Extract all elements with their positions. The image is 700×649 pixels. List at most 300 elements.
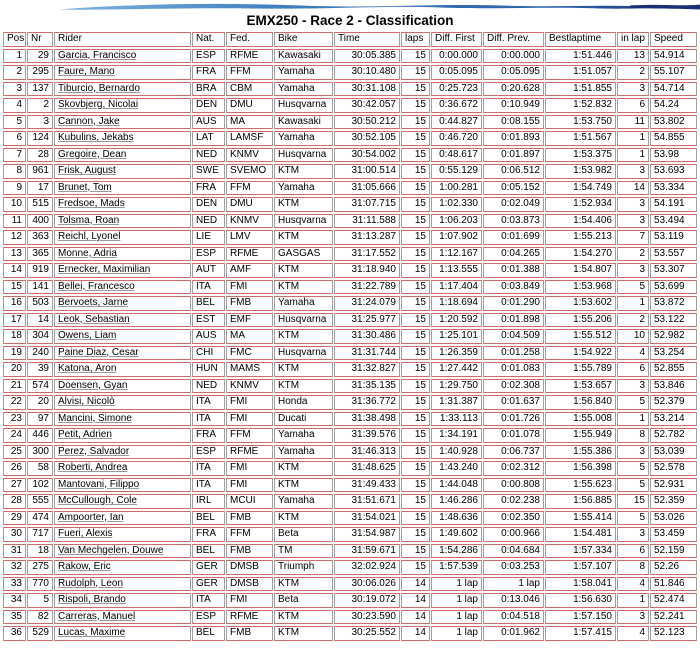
cell-speed: 53.557 — [650, 247, 697, 262]
cell-diff_first: 1:34.191 — [431, 428, 482, 443]
cell-nr: 300 — [27, 445, 53, 460]
cell-in_lap: 1 — [617, 412, 649, 427]
table-row — [3, 478, 697, 493]
rider-link[interactable]: Garcia, Francisco — [58, 49, 137, 61]
cell-fed: RFME — [226, 610, 273, 625]
cell-nat: HUN — [192, 362, 225, 377]
cell-nat: ESP — [192, 49, 225, 64]
cell-diff_prev: 0:05.152 — [483, 181, 544, 196]
cell-fed: EMF — [226, 313, 273, 328]
cell-diff_first: 1:02.330 — [431, 197, 482, 212]
cell-fed: FMB — [226, 511, 273, 526]
cell-nat: BEL — [192, 626, 225, 641]
cell-fed: FMI — [226, 461, 273, 476]
cell-time: 31:30.486 — [334, 329, 400, 344]
rider-link[interactable]: Katona, Áron — [58, 363, 117, 374]
rider-link[interactable]: Alvisi, Nicolò — [58, 396, 115, 407]
cell-laps: 15 — [401, 412, 430, 427]
cell-nr: 58 — [27, 461, 53, 476]
cell-diff_first: 1:40.928 — [431, 445, 482, 460]
table-row — [3, 296, 697, 311]
rider-link[interactable]: Bervoets, Jarne — [58, 297, 129, 308]
cell-nr: 17 — [27, 181, 53, 196]
cell-diff_first: 0:44.827 — [431, 115, 482, 130]
cell-nat: LIE — [192, 230, 225, 245]
cell-time: 30:31.108 — [334, 82, 400, 97]
cell-fed: FMI — [226, 478, 273, 493]
cell-nat: CHI — [192, 346, 225, 361]
cell-fed: DMU — [226, 197, 273, 212]
cell-nr: 29 — [27, 49, 53, 64]
cell-nat: ITA — [192, 280, 225, 295]
cell-nat: ITA — [192, 461, 225, 476]
cell-bike: KTM — [274, 511, 333, 526]
cell-speed: 52.782 — [650, 428, 697, 443]
cell-rider — [54, 626, 191, 641]
header-cell-bestlaptime: Bestlaptime — [545, 32, 616, 47]
cell-nr: 102 — [27, 478, 53, 493]
cell-time: 31:17.552 — [334, 247, 400, 262]
cell-pos: 34 — [3, 593, 26, 608]
cell-time: 31:22.789 — [334, 280, 400, 295]
cell-nat: BEL — [192, 544, 225, 559]
cell-bestlaptime: 1:55.206 — [545, 313, 616, 328]
table-row — [3, 164, 697, 179]
table-row — [3, 511, 697, 526]
rider-link[interactable]: Kubulins, Jekabs — [58, 132, 134, 143]
cell-diff_first: 1:43.240 — [431, 461, 482, 476]
cell-diff_first: 1:29.750 — [431, 379, 482, 394]
table-row — [3, 131, 697, 146]
cell-bike: KTM — [274, 164, 333, 179]
cell-nat: ITA — [192, 395, 225, 410]
cell-fed: FFM — [226, 428, 273, 443]
cell-fed: MCUI — [226, 494, 273, 509]
rider-link[interactable]: Faure, Mano — [58, 66, 115, 77]
cell-bike: Honda — [274, 395, 333, 410]
cell-rider — [54, 65, 191, 80]
cell-nat: NED — [192, 148, 225, 163]
rider-link[interactable]: Rispoli, Brando — [58, 594, 126, 605]
cell-time: 31:18.940 — [334, 263, 400, 278]
cell-bike: Ducati — [274, 412, 333, 427]
cell-bike: Husqvarna — [274, 148, 333, 163]
cell-pos: 35 — [3, 610, 26, 625]
rider-link[interactable]: Mantovani, Filippo — [58, 478, 140, 490]
rider-link[interactable]: Brunet, Tom — [58, 181, 112, 193]
rider-link[interactable]: Doensen, Gyan — [58, 379, 128, 391]
cell-laps: 15 — [401, 494, 430, 509]
cell-bike: Kawasaki — [274, 49, 333, 64]
cell-rider — [54, 527, 191, 542]
cell-nat: FRA — [192, 65, 225, 80]
cell-nr: 5 — [27, 593, 53, 608]
cell-diff_first: 1:06.203 — [431, 214, 482, 229]
cell-rider — [54, 164, 191, 179]
header-cell-time: Time — [334, 32, 400, 47]
cell-speed: 53.699 — [650, 280, 697, 295]
header-cell-pos: Pos — [3, 32, 26, 47]
cell-diff_prev: 0:00.808 — [483, 478, 544, 493]
cell-nat: FRA — [192, 428, 225, 443]
cell-bike: KTM — [274, 230, 333, 245]
header-cell-speed: Speed — [650, 32, 697, 47]
cell-rider — [54, 494, 191, 509]
cell-time: 30:52.105 — [334, 131, 400, 146]
cell-rider — [54, 346, 191, 361]
cell-fed: FMB — [226, 296, 273, 311]
header-cell-nat: Nat. — [192, 32, 225, 47]
cell-pos: 27 — [3, 478, 26, 493]
cell-pos: 22 — [3, 395, 26, 410]
rider-link[interactable]: Tolsma, Roan — [58, 214, 120, 226]
cell-in_lap: 2 — [617, 247, 649, 262]
rider-link[interactable]: Fueri, Alexis — [58, 528, 113, 539]
cell-speed: 52.578 — [650, 461, 697, 476]
cell-diff_prev: 0:04.265 — [483, 247, 544, 262]
cell-speed: 52.931 — [650, 478, 697, 493]
results-tbody — [3, 49, 697, 641]
cell-bike: Husqvarna — [274, 346, 333, 361]
cell-nr: 28 — [27, 148, 53, 163]
cell-diff_prev: 0:01.893 — [483, 131, 544, 146]
cell-bestlaptime: 1:56.885 — [545, 494, 616, 509]
cell-time: 31:00.514 — [334, 164, 400, 179]
cell-rider — [54, 362, 191, 377]
cell-fed: FMI — [226, 395, 273, 410]
rider-link[interactable]: Rudolph, Leon — [58, 577, 124, 589]
cell-diff_first: 1 lap — [431, 626, 482, 641]
cell-laps: 15 — [401, 247, 430, 262]
rider-link[interactable]: Skovbjerg, Nicolai — [58, 99, 139, 110]
cell-laps: 15 — [401, 263, 430, 278]
cell-speed: 53.494 — [650, 214, 697, 229]
cell-diff_prev: 0:02.350 — [483, 511, 544, 526]
cell-time: 30:05.385 — [334, 49, 400, 64]
cell-bestlaptime: 1:55.213 — [545, 230, 616, 245]
cell-laps: 15 — [401, 313, 430, 328]
cell-fed: KNMV — [226, 379, 273, 394]
cell-diff_prev: 0:04.509 — [483, 329, 544, 344]
table-row — [3, 412, 697, 427]
cell-pos: 33 — [3, 577, 26, 592]
rider-link[interactable]: Carreras, Manuel — [58, 610, 136, 622]
cell-speed: 54.24 — [650, 98, 697, 113]
cell-nat: LAT — [192, 131, 225, 146]
cell-speed: 53.693 — [650, 164, 697, 179]
cell-diff_first: 1 lap — [431, 610, 482, 625]
cell-fed: MA — [226, 115, 273, 130]
cell-nr: 295 — [27, 65, 53, 80]
cell-rider — [54, 593, 191, 608]
rider-link[interactable]: Roberti, Andrea — [58, 462, 128, 473]
rider-link[interactable]: Ernecker, Maximilian — [58, 264, 151, 275]
table-row — [3, 82, 697, 97]
cell-diff_first: 1 lap — [431, 577, 482, 592]
header-cell-laps: laps — [401, 32, 430, 47]
rider-link[interactable]: Lucas, Maxime — [58, 627, 126, 638]
cell-in_lap: 1 — [617, 131, 649, 146]
cell-bestlaptime: 1:58.041 — [545, 577, 616, 592]
cell-laps: 14 — [401, 610, 430, 625]
table-row — [3, 577, 697, 592]
cell-speed: 52.359 — [650, 494, 697, 509]
cell-diff_prev: 0:13.046 — [483, 593, 544, 608]
cell-fed: DMU — [226, 98, 273, 113]
cell-speed: 53.307 — [650, 263, 697, 278]
table-row — [3, 65, 697, 80]
cell-in_lap: 6 — [617, 362, 649, 377]
cell-diff_first: 1:20.592 — [431, 313, 482, 328]
cell-bestlaptime: 1:56.840 — [545, 395, 616, 410]
cell-laps: 15 — [401, 148, 430, 163]
cell-time: 31:32.827 — [334, 362, 400, 377]
cell-pos: 19 — [3, 346, 26, 361]
cell-bike: KTM — [274, 379, 333, 394]
table-row — [3, 428, 697, 443]
cell-speed: 52.123 — [650, 626, 697, 641]
cell-time: 31:36.772 — [334, 395, 400, 410]
cell-time: 30:10.480 — [334, 65, 400, 80]
cell-diff_prev: 0:01.388 — [483, 263, 544, 278]
cell-laps: 14 — [401, 626, 430, 641]
rider-link[interactable]: Frisk, August — [58, 165, 116, 176]
cell-diff_first: 1:46.286 — [431, 494, 482, 509]
table-row — [3, 610, 697, 625]
cell-bestlaptime: 1:56.398 — [545, 461, 616, 476]
cell-bike: Yamaha — [274, 494, 333, 509]
cell-pos: 17 — [3, 313, 26, 328]
cell-nat: FRA — [192, 181, 225, 196]
rider-link[interactable]: Cannon, Jake — [58, 115, 120, 127]
cell-rider — [54, 560, 191, 575]
page-title: EMX250 - Race 2 - Classification — [246, 13, 454, 28]
cell-rider — [54, 329, 191, 344]
cell-laps: 15 — [401, 280, 430, 295]
rider-link[interactable]: Reichl, Lyonel — [58, 231, 121, 242]
table-row — [3, 197, 697, 212]
cell-in_lap: 3 — [617, 527, 649, 542]
cell-fed: LMV — [226, 230, 273, 245]
cell-speed: 54.714 — [650, 82, 697, 97]
cell-laps: 15 — [401, 329, 430, 344]
cell-bestlaptime: 1:51.057 — [545, 65, 616, 80]
cell-time: 32:02.924 — [334, 560, 400, 575]
rider-link[interactable]: Leok, Sebastian — [58, 313, 130, 325]
cell-bestlaptime: 1:57.107 — [545, 560, 616, 575]
cell-pos: 21 — [3, 379, 26, 394]
cell-nr: 18 — [27, 544, 53, 559]
cell-nat: DEN — [192, 197, 225, 212]
cell-laps: 15 — [401, 445, 430, 460]
cell-bike: KTM — [274, 362, 333, 377]
cell-bike: Beta — [274, 593, 333, 608]
rider-link[interactable]: Mancini, Simone — [58, 412, 132, 424]
cell-pos: 13 — [3, 247, 26, 262]
cell-diff_prev: 0:05.095 — [483, 65, 544, 80]
cell-time: 31:35.135 — [334, 379, 400, 394]
cell-diff_first: 0:36.672 — [431, 98, 482, 113]
cell-pos: 15 — [3, 280, 26, 295]
table-row — [3, 280, 697, 295]
cell-nat: ESP — [192, 610, 225, 625]
cell-time: 31:13.287 — [334, 230, 400, 245]
cell-nr: 3 — [27, 115, 53, 130]
cell-laps: 15 — [401, 82, 430, 97]
cell-nr: 363 — [27, 230, 53, 245]
rider-link[interactable]: Gregoire, Dean — [58, 148, 127, 160]
cell-nr: 717 — [27, 527, 53, 542]
cell-diff_prev: 0:03.873 — [483, 214, 544, 229]
cell-pos: 24 — [3, 428, 26, 443]
rider-link[interactable]: Monne, Adria — [58, 247, 117, 259]
cell-diff_first: 1:07.902 — [431, 230, 482, 245]
cell-pos: 36 — [3, 626, 26, 641]
cell-diff_first: 1 lap — [431, 593, 482, 608]
table-row — [3, 230, 697, 245]
cell-pos: 20 — [3, 362, 26, 377]
cell-rider — [54, 478, 191, 493]
rider-link[interactable]: Ampoorter, Ian — [58, 511, 124, 523]
header-cell-rider: Rider — [54, 32, 191, 47]
cell-nat: BEL — [192, 296, 225, 311]
cell-rider — [54, 395, 191, 410]
cell-bestlaptime: 1:51.855 — [545, 82, 616, 97]
cell-in_lap: 2 — [617, 313, 649, 328]
cell-diff_prev: 0:01.258 — [483, 346, 544, 361]
cell-fed: CBM — [226, 82, 273, 97]
cell-speed: 53.459 — [650, 527, 697, 542]
cell-diff_first: 0:48.617 — [431, 148, 482, 163]
header-cell-diff_first: Diff. First — [431, 32, 482, 47]
table-row — [3, 247, 697, 262]
cell-laps: 15 — [401, 65, 430, 80]
cell-laps: 15 — [401, 478, 430, 493]
cell-in_lap: 3 — [617, 263, 649, 278]
cell-speed: 53.872 — [650, 296, 697, 311]
rider-link[interactable]: McCullough, Cole — [58, 495, 137, 506]
cell-nat: BEL — [192, 511, 225, 526]
cell-laps: 15 — [401, 115, 430, 130]
cell-diff_first: 1:26.359 — [431, 346, 482, 361]
cell-time: 30:25.552 — [334, 626, 400, 641]
cell-pos: 10 — [3, 197, 26, 212]
cell-laps: 15 — [401, 362, 430, 377]
cell-fed: RFME — [226, 247, 273, 262]
header-swoosh-graphic — [0, 0, 700, 12]
rider-link[interactable]: Perez, Salvador — [58, 445, 130, 457]
cell-nat: AUS — [192, 329, 225, 344]
cell-nat: FRA — [192, 527, 225, 542]
cell-in_lap: 8 — [617, 560, 649, 575]
cell-bike: TM — [274, 544, 333, 559]
cell-rider — [54, 214, 191, 229]
cell-pos: 5 — [3, 115, 26, 130]
cell-nr: 446 — [27, 428, 53, 443]
cell-bestlaptime: 1:53.750 — [545, 115, 616, 130]
table-row — [3, 362, 697, 377]
cell-time: 31:24.079 — [334, 296, 400, 311]
cell-laps: 15 — [401, 164, 430, 179]
cell-diff_first: 0:05.095 — [431, 65, 482, 80]
cell-time: 31:54.987 — [334, 527, 400, 542]
cell-speed: 55.107 — [650, 65, 697, 80]
cell-time: 30:23.590 — [334, 610, 400, 625]
cell-fed: AMF — [226, 263, 273, 278]
cell-bestlaptime: 1:54.922 — [545, 346, 616, 361]
cell-fed: DMSB — [226, 577, 273, 592]
cell-pos: 28 — [3, 494, 26, 509]
rider-link[interactable]: Paine Diaz, Cesar — [58, 346, 139, 358]
table-row — [3, 560, 697, 575]
cell-in_lap: 4 — [617, 626, 649, 641]
header-cell-nr: Nr — [27, 32, 53, 47]
cell-diff_first: 0:46.720 — [431, 131, 482, 146]
cell-diff_prev: 0:01.726 — [483, 412, 544, 427]
cell-nat: AUT — [192, 263, 225, 278]
header-cell-fed: Fed. — [226, 32, 273, 47]
cell-nr: 82 — [27, 610, 53, 625]
cell-fed: MA — [226, 329, 273, 344]
rider-link[interactable]: Petit, Adrien — [58, 429, 112, 440]
cell-laps: 15 — [401, 544, 430, 559]
cell-diff_prev: 1 lap — [483, 577, 544, 592]
cell-time: 30:19.072 — [334, 593, 400, 608]
rider-link[interactable]: Bellei, Francesco — [58, 280, 135, 292]
cell-in_lap: 5 — [617, 511, 649, 526]
cell-fed: FMI — [226, 280, 273, 295]
cell-bestlaptime: 1:52.934 — [545, 197, 616, 212]
cell-nat: AUS — [192, 115, 225, 130]
cell-diff_prev: 0:02.049 — [483, 197, 544, 212]
cell-speed: 53.334 — [650, 181, 697, 196]
cell-diff_prev: 0:10.949 — [483, 98, 544, 113]
cell-in_lap: 1 — [617, 148, 649, 163]
cell-nr: 97 — [27, 412, 53, 427]
cell-rider — [54, 379, 191, 394]
cell-time: 31:07.715 — [334, 197, 400, 212]
cell-in_lap: 5 — [617, 280, 649, 295]
cell-diff_first: 1:49.602 — [431, 527, 482, 542]
cell-rider — [54, 544, 191, 559]
rider-link[interactable]: Van Mechgelen, Douwe — [58, 544, 164, 556]
cell-nat: IRL — [192, 494, 225, 509]
table-row — [3, 593, 697, 608]
cell-time: 31:54.021 — [334, 511, 400, 526]
cell-laps: 15 — [401, 428, 430, 443]
cell-speed: 53.039 — [650, 445, 697, 460]
cell-diff_prev: 0:01.699 — [483, 230, 544, 245]
cell-bestlaptime: 1:53.657 — [545, 379, 616, 394]
cell-bestlaptime: 1:55.512 — [545, 329, 616, 344]
cell-laps: 15 — [401, 98, 430, 113]
cell-in_lap: 11 — [617, 115, 649, 130]
cell-nat: GER — [192, 577, 225, 592]
cell-fed: SVEMO — [226, 164, 273, 179]
cell-rider — [54, 148, 191, 163]
cell-in_lap: 3 — [617, 610, 649, 625]
table-row — [3, 98, 697, 113]
cell-pos: 2 — [3, 65, 26, 80]
rider-link[interactable]: Rakow, Eric — [58, 561, 111, 572]
cell-rider — [54, 511, 191, 526]
cell-rider — [54, 610, 191, 625]
cell-time: 31:05.666 — [334, 181, 400, 196]
cell-rider — [54, 98, 191, 113]
rider-link[interactable]: Fredsoe, Mads — [58, 198, 125, 209]
rider-link[interactable]: Owens, Liam — [58, 330, 117, 341]
rider-link[interactable]: Tiburcio, Bernardo — [58, 82, 140, 94]
